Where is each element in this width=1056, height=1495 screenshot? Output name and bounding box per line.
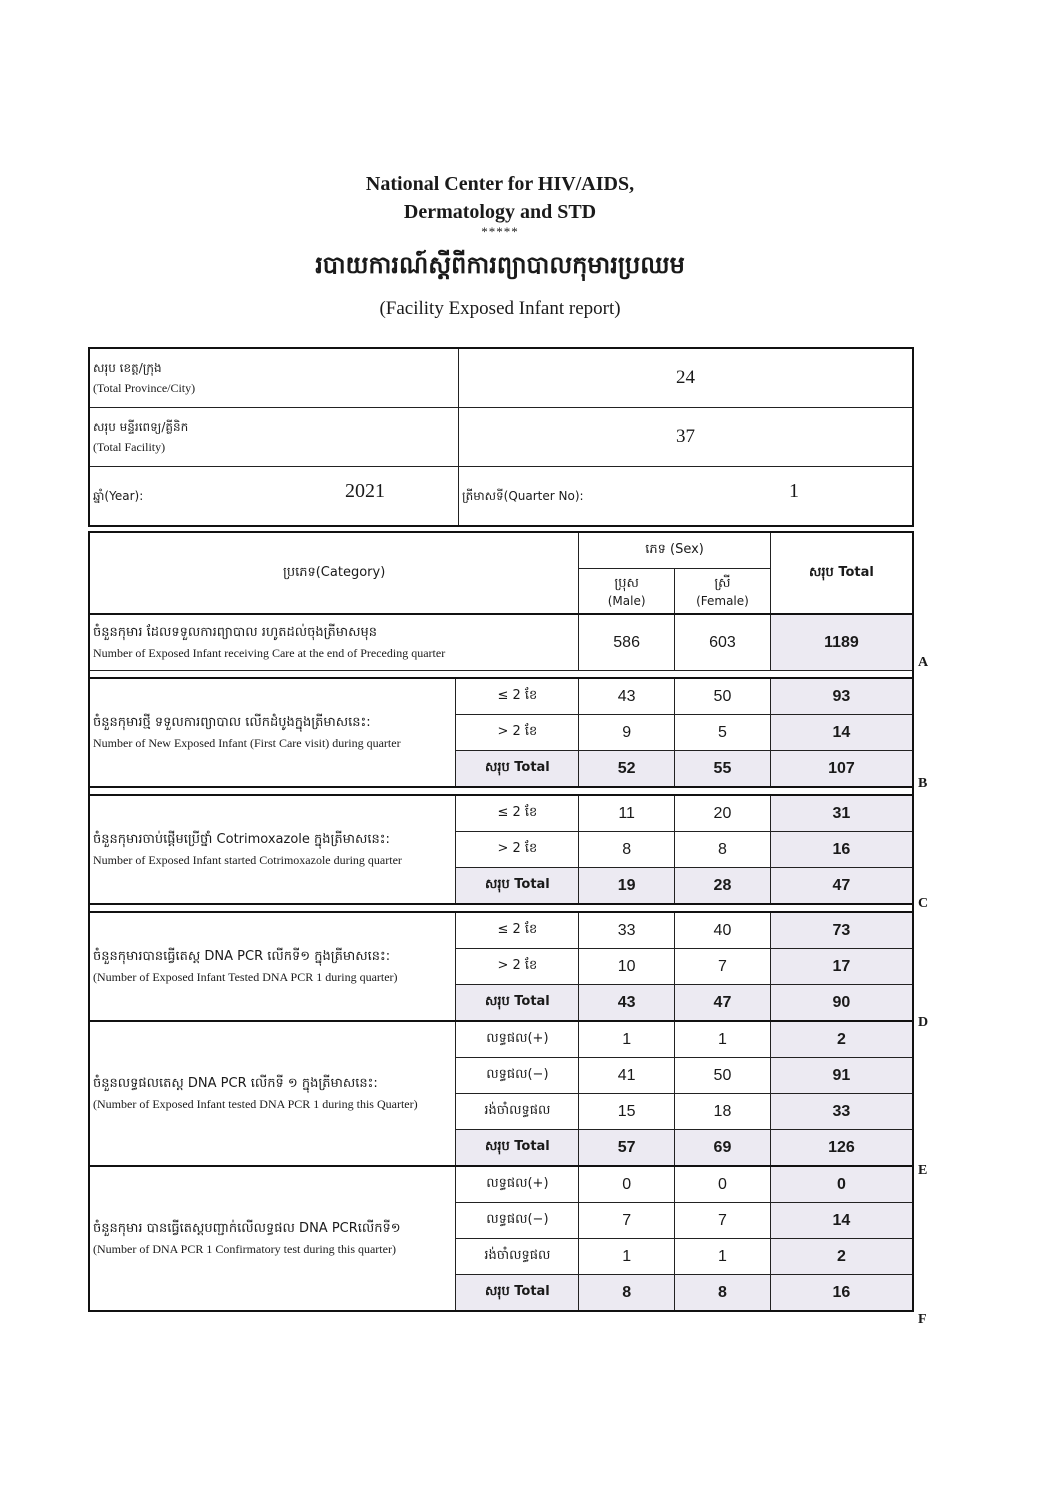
male-value: 8 [579,1275,675,1312]
male-header [579,569,675,614]
year-label: ឆ្នាំ(Year): [93,489,144,503]
total-value: 0 [770,1166,913,1203]
total-value: 47 [770,868,913,905]
category-header: ប្រភេទ(Category) [89,532,579,614]
section-a-female: 603 [675,614,771,671]
year-value: 2021 [345,480,385,502]
section-c-label-kh: ចំនួនកុមារចាប់ផ្ដើមប្រើថ្នាំ Cotrimoxazole ក្នុងត្រីមាសនេះ: [93,831,390,847]
section-divider [89,787,913,795]
province-value: 24 [459,348,914,408]
section-gap [89,904,913,912]
section-c-row [89,795,913,832]
summary-info-table [88,347,914,527]
total-value: 90 [770,985,913,1022]
male-value: 1 [579,1239,675,1275]
male-value: 57 [579,1130,675,1167]
male-value: 10 [579,949,675,985]
section-gap [89,671,913,679]
quarter-label: ត្រីមាសទី(Quarter No): [462,489,584,503]
section-f-label-kh: ចំនួនកុមារ បានធ្វើតេស្តបញ្ជាក់លើលទ្ធផល DNA PCRលើកទី១ [93,1220,401,1236]
total-value: 93 [770,678,913,715]
province-label-en: (Total Province/City) [93,381,196,395]
quarter-cell [459,467,914,527]
total-value: 17 [770,949,913,985]
female-value: 28 [675,868,771,905]
subcategory-label: លទ្ធផល(+) [456,1166,579,1203]
section-letter-a: A [918,655,929,670]
subcategory-label: សរុប Total [456,1275,579,1312]
section-a-total: 1189 [770,614,913,671]
facility-label-kh: សរុប មន្ទីរពេទ្យ/គ្លីនិក [93,420,189,434]
subcategory-label: ≤ 2 ខែ [456,795,579,832]
subcategory-label: រង់ចាំលទ្ធផល [456,1239,579,1275]
total-value: 91 [770,1058,913,1094]
section-a-label [89,614,579,671]
female-value: 1 [675,1239,771,1275]
female-header-en: (Female) [696,593,749,608]
male-value: 19 [579,868,675,905]
male-value: 41 [579,1058,675,1094]
subcategory-label: សរុប Total [456,985,579,1022]
male-value: 43 [579,678,675,715]
total-value: 2 [770,1021,913,1058]
section-b-row [89,678,913,715]
subcategory-label: > 2 ខែ [456,949,579,985]
province-label [89,348,459,408]
female-value: 0 [675,1166,771,1203]
section-letter-f: F [918,1312,927,1327]
male-value: 11 [579,795,675,832]
subcategory-label: > 2 ខែ [456,832,579,868]
subcategory-label: លទ្ធផល(−) [456,1203,579,1239]
province-row [89,348,913,408]
section-e-label-kh: ចំនួនលទ្ធផលតេស្ត DNA PCR លើកទី ១ ក្នុងត្រីមាសនេះ: [93,1075,378,1091]
section-letter-c: C [918,896,929,911]
section-divider [89,671,913,679]
subcategory-label: សរុប Total [456,868,579,905]
subcategory-label: លទ្ធផល(−) [456,1058,579,1094]
section-c-label-en: Number of Exposed Infant started Cotrimoxazole during quarter [93,852,402,867]
section-letter-b: B [918,776,928,791]
subcategory-label: រង់ចាំលទ្ធផល [456,1094,579,1130]
total-value: 16 [770,832,913,868]
female-value: 40 [675,912,771,949]
female-value: 55 [675,751,771,788]
male-header-en: (Male) [607,593,646,608]
section-f-label-en: (Number of DNA PCR 1 Confirmatory test during this quarter) [93,1241,396,1256]
section-a-label-kh: ចំនួនកុមារ ដែលទទួលការព្យាបាល រហូតដល់ចុងត្រីមាសមុន [93,624,378,640]
section-d-label-kh: ចំនួនកុមារបានធ្វើតេស្ត DNA PCR លើកទី១ ក្នុងត្រីមាសនេះ: [93,948,391,964]
section-d-label [89,912,456,1021]
male-value: 15 [579,1094,675,1130]
female-value: 1 [675,1021,771,1058]
female-value: 8 [675,1275,771,1312]
section-c-label [89,795,456,904]
female-value: 69 [675,1130,771,1167]
female-value: 7 [675,1203,771,1239]
section-b-label [89,678,456,787]
male-value: 52 [579,751,675,788]
sex-header: ភេទ (Sex) [579,532,771,569]
section-d-label-en: (Number of Exposed Infant Tested DNA PCR 1 during quarter) [93,969,398,984]
section-letter-d: D [918,1015,929,1030]
male-value: 7 [579,1203,675,1239]
stars-separator: ***** [481,224,519,239]
subcategory-label: ≤ 2 ខែ [456,912,579,949]
header-row-1 [89,532,913,569]
section-gap [89,787,913,795]
female-value: 5 [675,715,771,751]
facility-row [89,408,913,467]
section-b-label-en: Number of New Exposed Infant (First Care visit) during quarter [93,735,401,750]
female-value: 7 [675,949,771,985]
total-value: 107 [770,751,913,788]
male-value: 9 [579,715,675,751]
male-value: 33 [579,912,675,949]
subcategory-label: សរុប Total [456,1130,579,1167]
facility-label-en: (Total Facility) [93,440,166,454]
section-e-label-en: (Number of Exposed Infant tested DNA PCR 1 during this Quarter) [93,1096,418,1111]
total-value: 16 [770,1275,913,1312]
subcategory-label: > 2 ខែ [456,715,579,751]
female-value: 20 [675,795,771,832]
male-value: 43 [579,985,675,1022]
infant-report-table [88,531,914,1312]
total-value: 31 [770,795,913,832]
male-value: 1 [579,1021,675,1058]
subcategory-label: លទ្ធផល(+) [456,1021,579,1058]
female-value: 50 [675,1058,771,1094]
year-cell [89,467,459,527]
total-value: 126 [770,1130,913,1167]
facility-value: 37 [459,408,914,467]
total-value: 14 [770,715,913,751]
female-header-kh: ស្រី [714,575,731,591]
subcategory-label: សរុប Total [456,751,579,788]
section-f-label [89,1166,456,1311]
section-b-label-kh: ចំនួនកុមារថ្មី ទទួលការព្យាបាល លើកដំបូងក្នុងត្រីមាសនេះ: [93,714,371,730]
male-value: 8 [579,832,675,868]
male-header-kh: ប្រុស [614,575,639,591]
total-header: សរុប Total [770,532,913,614]
female-header [675,569,771,614]
female-value: 8 [675,832,771,868]
report-title-khmer: របាយការណ៍ស្ដីពីការព្យាបាលកុមារប្រឈម [315,251,685,279]
section-letter-e: E [918,1163,928,1178]
section-e-row [89,1021,913,1058]
section-divider [89,904,913,912]
total-value: 73 [770,912,913,949]
report-title-english: (Facility Exposed Infant report) [379,298,621,319]
male-value: 0 [579,1166,675,1203]
quarter-value: 1 [789,480,799,502]
section-d-row [89,912,913,949]
section-a-label-en: Number of Exposed Infant receiving Care at the end of Preceding quarter [93,645,446,660]
female-value: 18 [675,1094,771,1130]
subcategory-label: ≤ 2 ខែ [456,678,579,715]
section-f-row [89,1166,913,1203]
total-value: 2 [770,1239,913,1275]
total-value: 33 [770,1094,913,1130]
facility-label [89,408,459,467]
section-e-label [89,1021,456,1166]
section-a-row [89,614,913,671]
province-label-kh: សរុប ខេត្ត/ក្រុង [93,361,162,375]
period-row [89,467,913,527]
total-value: 14 [770,1203,913,1239]
org-name [0,170,1000,226]
female-value: 47 [675,985,771,1022]
section-a-male: 586 [579,614,675,671]
female-value: 50 [675,678,771,715]
org-name-line2: Dermatology and STD [403,201,597,223]
org-name-line1: National Center for HIV/AIDS, [365,173,635,195]
